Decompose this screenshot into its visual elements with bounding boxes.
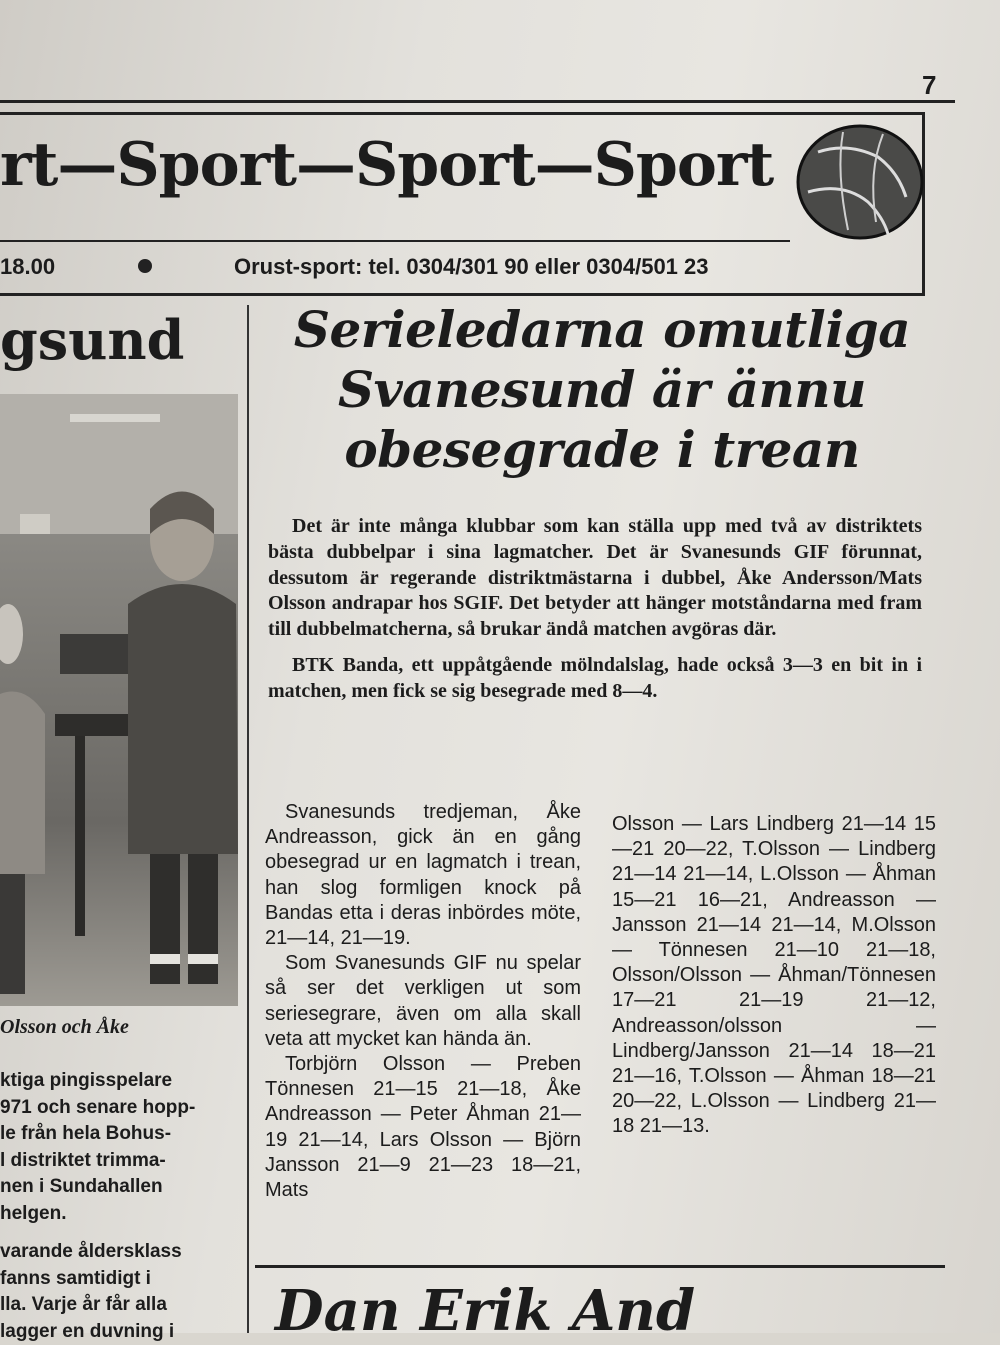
left-body-line: lagger en duvning i [0,1319,240,1345]
photo-caption: Olsson och Åke [0,1016,129,1039]
article-column-a [265,800,581,1203]
left-body-line: fanns samtidigt i [0,1266,240,1293]
headline-line: Svanesund är ännu [262,360,942,420]
page-number: 7 [922,70,936,101]
lead-paragraph: BTK Banda, ett uppåtgående mölndalslag, hade också 3—3 en bit in i matchen, men fick se sig besegrade med 8—4. [268,653,922,705]
column-paragraph: Torbjörn Olsson — Preben Tönnesen 21—15 21—18, Åke Andreasson — Peter Åhman 21—19 21—14, Lars Olsson — Björn Jansson 21—9 21—23 18—21, Mats [265,1052,581,1203]
lead-paragraph: Det är inte många klubbar som kan ställa upp med två av distriktets bästa dubbelpar i sina lagmatcher. Det är Svanesunds GIF förunnat, dessutom är regerande distriktmästarna i dubbel, Åke Andersson/Mats Olsson andrapar hos SGIF. Det betyder att hänger motståndarna med fram till dubbelmatcherna, så brukar ändå matchen avgöras där. [268,514,922,643]
article-column-b [612,812,936,1140]
left-body-line: nen i Sundahallen [0,1174,240,1201]
column-paragraph: Svanesunds tredjeman, Åke Andreasson, gick än en gång obesegrad ur en lagmatch i trean, han slog formligen knock på Bandas etta i deras inbördes möte, 21—14, 21—19. [265,800,581,951]
article-headline [262,300,942,480]
banner-time: 18.00 [0,254,55,280]
left-body-line: ktiga pingisspelare [0,1068,240,1095]
paragraph-gap [0,1227,240,1239]
left-body-line: le från hela Bohus- [0,1121,240,1148]
left-body-line: l distriktet trimma- [0,1148,240,1175]
banner-rule [0,240,790,242]
left-body-line: lla. Varje år får alla [0,1292,240,1319]
photo-illustration [0,394,238,1006]
column-paragraph: Som Svanesunds GIF nu spelar så ser det verkligen ut som seriesegrare, även om alla skall veta att mycket kan hända än. [265,951,581,1052]
left-body-line: 971 och senare hopp- [0,1095,240,1122]
left-body-line: helgen. [0,1201,240,1228]
top-rule [0,100,955,103]
football-icon [788,112,926,250]
headline-line: Serieledarna omutliga [262,300,942,360]
next-article-headline: Dan Erik And [275,1278,695,1344]
results-paragraph: Olsson — Lars Lindberg 21—14 15—21 20—22, T.Olsson — Lindberg 21—14 21—14, L.Olsson — Åhman 15—21 16—21, Andreasson — Jansson 21—14 21—14, M.Olsson — Tönnesen 21—10 21—18, Olsson/Olsson — Åhman/Tönnesen 17—21 21—19 21—12, Andreasson/olsson — Lindberg/Jansson 21—14 18—21 21—16, T.Olsson — Åhman 18—21 20—22, L.Olsson — Lindberg 21—18 21—13. [612,812,936,1140]
left-headline: gsund [0,308,184,372]
article-photo [0,394,238,1006]
banner-title: rt—Sport—Sport—Sport [0,130,773,200]
article-lead [268,514,922,715]
column-divider [247,305,249,1333]
left-body-line: varande åldersklass [0,1239,240,1266]
bullet-icon [138,259,152,273]
headline-line: obesegrade i trean [262,420,942,480]
bottom-rule [255,1265,945,1268]
banner-contact: Orust-sport: tel. 0304/301 90 eller 0304/501 23 [234,254,709,280]
left-article-body [0,1068,240,1345]
